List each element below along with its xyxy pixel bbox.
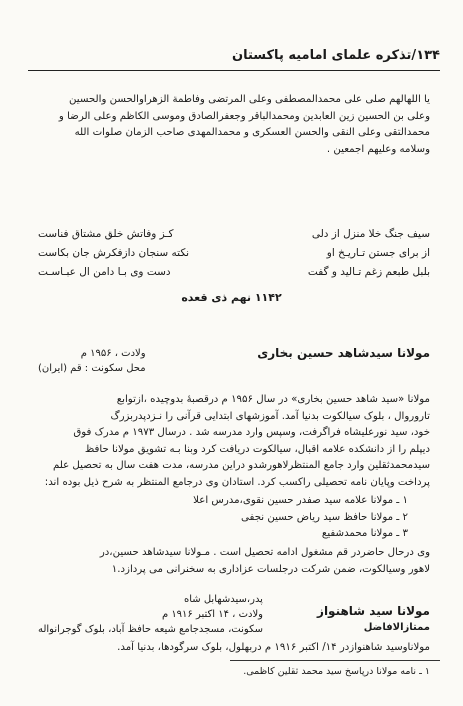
section1-heading bbox=[38, 346, 430, 382]
section2-meta bbox=[38, 592, 263, 637]
list-item: ۳ ـ مولانا محمدشفیع bbox=[321, 528, 408, 540]
text-line: پرداخت وپایان نامه تحصیلی راکسب کرد. استادان وی درجامع المنتظر به شرح ذیل بوده اند: bbox=[44, 476, 430, 488]
section1-birth: ولادت ، ۱۹۵۶ م bbox=[80, 348, 146, 359]
verse-row bbox=[38, 266, 430, 285]
intro-paragraph bbox=[38, 92, 430, 158]
section2-residence: سکونت، مسجدجامع شیعه حافظ آباد، بلوک گوجرانواله bbox=[38, 624, 263, 635]
verse-left: نکته سنجان دازفکرش جان بکاست bbox=[38, 247, 190, 259]
list-item: ۱ ـ مولانا علامه سید صفدر حسین نقوی،مدرس اعلا bbox=[193, 495, 408, 506]
verse-left: دست وی بـا دامن ال عبـاسـت bbox=[38, 266, 171, 278]
text-line: مولاناوسید شاهنوازدر ۱۴/ اکتبر ۱۹۱۶ م دربهلول، بلوک سرگودها، بدنیا آمد. bbox=[117, 642, 430, 653]
text-line: مولانا «سید شاهد حسین بخاری» در سال ۱۹۵۶ م درقصبهٔ بدوچیده ،ازتوابع bbox=[116, 394, 430, 405]
text-line: تاروروال ، بلوک سیالکوت بدنیا آمد. آموزشهای ابتدایی قرآنی را نـزدپدربزرگ bbox=[110, 410, 430, 422]
text-line: وی درحال حاضردر قم مشغول ادامه تحصیل است . مـولانا سیدشاهد حسین،در bbox=[99, 547, 430, 558]
verse-right: سیف جنگ خلا منزل از دلی bbox=[311, 228, 430, 240]
text-line: سیدمحمدثقلین وارد جامع المنتظرلاهورشدو دراین مدرسه، مدت هفت سال به تحصیل علم bbox=[52, 460, 430, 472]
section1-name: مولانا سیدشاهد حسین بخاری bbox=[257, 346, 430, 360]
verse-row bbox=[38, 247, 430, 266]
footnote: ۱ ـ نامه مولانا درپاسخ سید محمد ثقلین کاظمی. bbox=[243, 666, 430, 677]
text-line: محمدالتقی وعلی النقی والحسن العسکری و محمدالمهدی صاحب الزمان صلوات الله bbox=[74, 127, 430, 139]
header-rule bbox=[28, 70, 440, 71]
verse-row bbox=[38, 228, 430, 247]
section2-name: مولانا سید شاهنواز bbox=[317, 604, 430, 618]
text-line: وسلامه وعلیهم اجمعین . bbox=[326, 143, 430, 155]
verse-right: بلبل طبعم زغم تـالید و گفت bbox=[307, 266, 430, 278]
section2-heading bbox=[38, 592, 430, 642]
text-line: وعلی بن الحسین زین العابدین ومحمدالباقر وجعفرالصادق وموسی الکاظم وعلی الرضا و bbox=[58, 110, 430, 122]
section2-father: پدر،سیدشهابل شاه bbox=[184, 594, 263, 605]
section1-paragraph bbox=[38, 392, 430, 492]
section1-closing bbox=[38, 545, 430, 578]
text-line: خود، سید نورعلیشاه فراگرفت، وسپس وارد مدرسه شد . درسال ۱۹۷۳ م مدرک فوق bbox=[73, 427, 430, 439]
verse-left: کـز وفاتش خلق مشتاق فناست bbox=[38, 228, 174, 240]
header-title: ۱۳۴/تذکره علمای امامیه پاکستان bbox=[231, 48, 440, 63]
list-item: ۲ ـ مولانا حافظ سید ریاض حسین نجفی bbox=[241, 511, 408, 523]
text-line: دیپلم را از دانشکده علامه اقبال، سیالکوت دریافت کرد وبنا بـه تشویق مولانا حافظ bbox=[84, 443, 430, 455]
verse-right: از برای جستن تـاریـخ او bbox=[326, 247, 430, 259]
footnote-rule bbox=[230, 660, 440, 661]
teachers-list bbox=[38, 493, 408, 543]
poem-verses bbox=[38, 228, 430, 285]
section2-birth: ولادت ، ۱۴ اکتبر ۱۹۱۶ م bbox=[161, 609, 263, 620]
text-line: یا اللهالهم صلی علی محمدالمصطفی وعلی المرتضی وفاطمة الزهراوالحسن والحسین bbox=[69, 94, 430, 105]
chronogram-date: ۱۱۴۲ نهم ذی قعده bbox=[181, 291, 282, 304]
section1-residence: محل سکونت : قم (ایران) bbox=[38, 363, 146, 374]
section2-paragraph bbox=[38, 640, 430, 657]
text-line: لاهور وسیالکوت، ضمن شرکت درجلسات عزاداری به سخنرانی می پردازد.۱ bbox=[111, 563, 430, 575]
running-header bbox=[28, 48, 440, 70]
section2-title: ممتازالافاضل bbox=[363, 622, 430, 633]
section1-meta bbox=[38, 346, 146, 376]
